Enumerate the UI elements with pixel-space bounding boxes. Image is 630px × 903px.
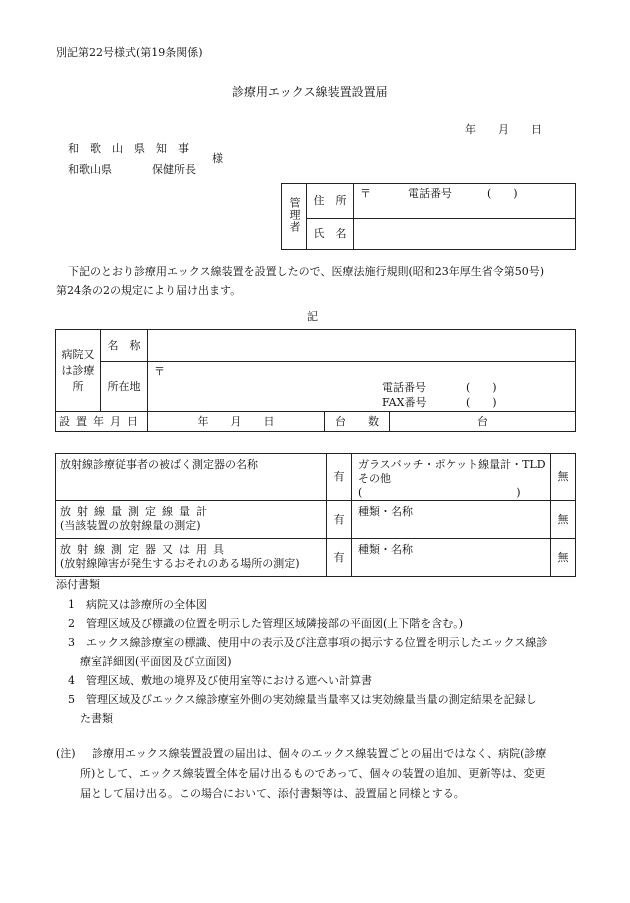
measure-no[interactable]: 無 bbox=[551, 454, 576, 501]
manager-name-label: 氏 名 bbox=[307, 219, 354, 250]
units-field[interactable]: 台 bbox=[390, 412, 576, 432]
hospital-fax-label: FAX番号 bbox=[382, 396, 427, 409]
measure-no[interactable]: 無 bbox=[551, 501, 576, 539]
hospital-location-label: 所在地 bbox=[101, 362, 148, 412]
measure-yes[interactable]: 有 bbox=[327, 539, 352, 577]
addressee-governor: 和 歌 山 県 知 事 bbox=[68, 142, 189, 155]
units-label: 台 数 bbox=[325, 412, 390, 432]
measure-row-label-main: 放射線測定器又は用具 bbox=[60, 543, 230, 556]
attachment-item-4: 4 管理区域、敷地の境界及び使用室等における遮へい計算書 bbox=[68, 674, 372, 687]
measure-yes[interactable]: 有 bbox=[327, 454, 352, 501]
addressee-health-center-prefix: 和歌山県 bbox=[68, 163, 112, 176]
measure-yes[interactable]: 有 bbox=[327, 501, 352, 539]
measure-row-label bbox=[56, 454, 327, 501]
measure-detail-line-1: 種類・名称 bbox=[358, 505, 413, 518]
phone-parens: ( ) bbox=[487, 187, 518, 200]
note-mark: (注) bbox=[56, 747, 76, 760]
hospital-name-field[interactable] bbox=[148, 330, 576, 362]
measure-row bbox=[56, 539, 576, 577]
note-line-2: 所)として、エックス線装置全体を届け出るものであって、個々の装置の追加、更新等は、変更 bbox=[80, 767, 546, 780]
hospital-group-label-cell bbox=[56, 330, 101, 412]
phone-label: 電話番号 bbox=[408, 187, 452, 200]
manager-label-cell bbox=[282, 184, 307, 250]
attachment-item-3-cont: 療室詳細図(平面図及び立面図) bbox=[80, 655, 232, 668]
form-id: 別記第22号様式(第19条関係) bbox=[56, 46, 203, 59]
measure-row-label bbox=[56, 501, 327, 539]
manager-label: 管理者 bbox=[288, 196, 301, 233]
measure-row-label-sub: (放射線障害が発生するおそれのある場所の測定) bbox=[60, 557, 300, 570]
addressee-honorific: 様 bbox=[212, 152, 223, 165]
attachment-item-5-cont: た書類 bbox=[80, 712, 113, 725]
hospital-location-field[interactable] bbox=[148, 362, 576, 412]
page-title: 診療用エックス線装置設置届 bbox=[232, 85, 388, 99]
intro-line-1: 下記のとおり診療用エックス線装置を設置したので、医療法施行規則(昭和23年厚生省令第50号) bbox=[68, 265, 545, 278]
note-line-1: 診療用エックス線装置設置の届出は、個々のエックス線装置ごとの届出ではなく、病院(診療 bbox=[92, 747, 547, 760]
measure-detail[interactable] bbox=[352, 454, 551, 501]
hospital-name-label: 名 称 bbox=[101, 330, 148, 362]
ki-heading: 記 bbox=[307, 310, 318, 323]
hospital-fax-parens: ( ) bbox=[466, 396, 497, 409]
attachments-heading: 添付書類 bbox=[56, 578, 100, 591]
attachment-item-5: 5 管理区域及びエックス線診療室外側の実効線量当量率又は実効線量当量の測定結果を記録し bbox=[68, 693, 537, 706]
measure-table bbox=[55, 453, 576, 577]
manager-name-field[interactable] bbox=[354, 219, 576, 250]
manager-address-label: 住 所 bbox=[307, 184, 354, 219]
measure-detail[interactable] bbox=[352, 501, 551, 539]
measure-no[interactable]: 無 bbox=[551, 539, 576, 577]
date-line: 年 月 日 bbox=[465, 123, 542, 136]
measure-row-label-sub: (当該装置の放射線量の測定) bbox=[60, 519, 201, 532]
hospital-phone-parens: ( ) bbox=[466, 381, 497, 394]
install-date-field[interactable]: 年 月 日 bbox=[148, 412, 325, 432]
intro-line-2: 第24条の2の規定により届け出ます。 bbox=[56, 284, 242, 297]
measure-row-label-main: 放射線診療従事者の被ばく測定器の名称 bbox=[60, 458, 258, 471]
note-line-3: 届として届け出る。この場合において、添付書類等は、設置届と同様とする。 bbox=[80, 787, 465, 800]
manager-address-field[interactable] bbox=[354, 184, 576, 219]
measure-detail[interactable] bbox=[352, 539, 551, 577]
attachment-item-1: 1 病院又は診療所の全体図 bbox=[68, 598, 207, 611]
measure-detail-line-1: 種類・名称 bbox=[358, 543, 413, 556]
measure-detail-line-2: その他( ) bbox=[358, 472, 521, 499]
hospital-postal-mark: 〒 bbox=[154, 365, 165, 378]
measure-detail-line-1: ガラスバッチ・ポケット線量計・TLD bbox=[358, 458, 546, 471]
hospital-table bbox=[55, 329, 576, 432]
postal-mark: 〒 bbox=[360, 187, 371, 200]
hospital-phone-label: 電話番号 bbox=[382, 381, 426, 394]
attachment-item-2: 2 管理区域及び標識の位置を明示した管理区域隣接部の平面図(上下階を含む。) bbox=[68, 617, 464, 630]
addressee-health-center-suffix: 保健所長 bbox=[152, 163, 196, 176]
measure-row bbox=[56, 454, 576, 501]
attachment-item-3: 3 エックス線診療室の標識、使用中の表示及び注意事項の掲示する位置を明示したエックス線診 bbox=[68, 636, 548, 649]
manager-box bbox=[281, 183, 576, 250]
install-date-label: 設置年月日 bbox=[56, 412, 148, 432]
hospital-group-label: 病院又は診療所 bbox=[61, 347, 95, 393]
measure-row-label bbox=[56, 539, 327, 577]
measure-row bbox=[56, 501, 576, 539]
measure-row-label-main: 放射線量測定線量計 bbox=[60, 505, 213, 518]
